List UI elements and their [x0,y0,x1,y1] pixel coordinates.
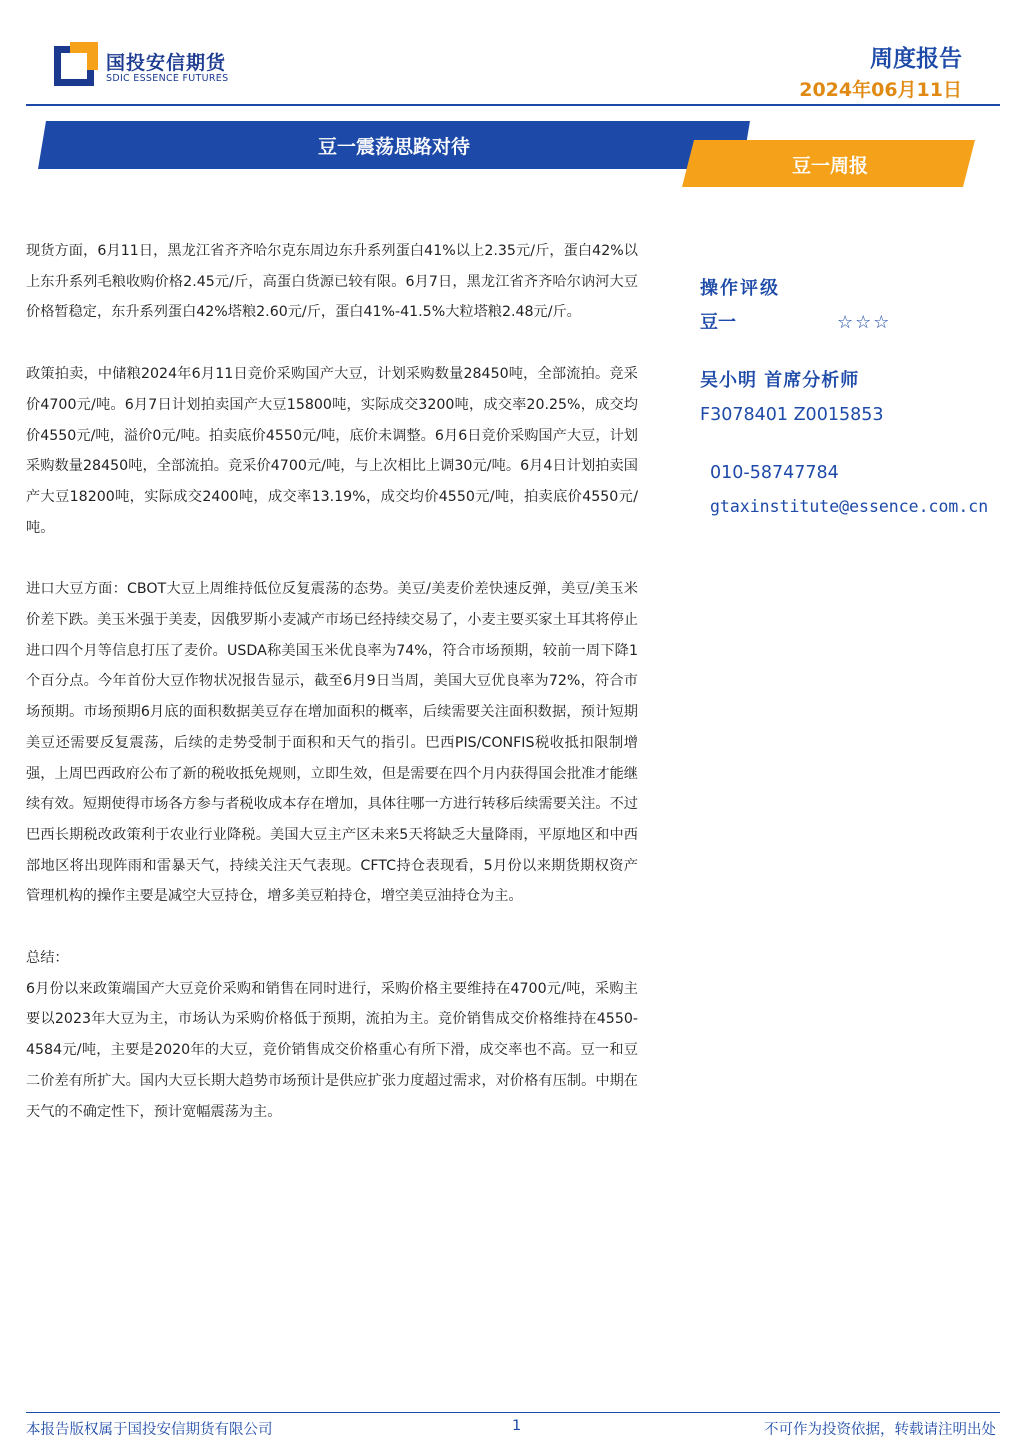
footer-divider [26,1412,1000,1413]
footer-copyright: 本报告版权属于国投安信期货有限公司 [26,1422,273,1438]
header-divider [26,104,1000,106]
page-number: 1 [512,1418,522,1434]
rating-stars-icon: ☆☆☆ [837,312,892,333]
analyst-cert: F3078401 Z0015853 [700,405,884,425]
main-content [26,236,638,1158]
contact-email[interactable]: gtaxinstitute@essence.com.cn [710,497,989,516]
logo-name-cn: 国投安信期货 [106,52,227,74]
summary-heading: 总结： [26,950,69,967]
logo-name-en: SDIC ESSENCE FUTURES [106,73,229,84]
sidebar [700,272,1020,524]
logo-mark-icon [54,42,98,86]
analyst-name: 吴小明 首席分析师 [700,370,860,391]
report-type: 周度报告 [870,46,962,72]
rating-heading: 操作评级 [700,278,780,299]
rating-row [700,306,1020,340]
paragraph-import: 进口大豆方面：CBOT大豆上周维持低位反复震荡的态势。美豆/美麦价差快速反弹，美豆/美玉米价差下跌。美玉米强于美麦，因俄罗斯小麦减产市场已经持续交易了，小麦主要买家土耳其将停止进口四个月等信息打压了麦价。USDA称美国玉米优良率为74%，符合市场预期，较前一周下降1个百分点。今年首份大豆作物状况报告显示，截至6月9日当周，美国大豆优良率为72%，符合市场预期。市场预期6月底的面积数据美豆存在增加面积的概率，后续需要关注面积数据，预计短期美豆还需要反复震荡，后续的走势受制于面积和天气的指引。巴西PIS/CONFIS税收抵扣限制增强，上周巴西政府公布了新的税收抵免规则，立即生效，但是需要在四个月内获得国会批准才能继续有效。短期使得市场各方参与者税收成本存在增加，具体往哪一方进行转移后续需要关注。不过巴西长期税改政策利于农业行业降税。美国大豆主产区未来5天将缺乏大量降雨，平原地区和中西部地区将出现阵雨和雷暴天气，持续关注天气表现。CFTC持仓表现看，5月份以来期货期权资产管理机构的操作主要是减空大豆持仓，增多美豆粕持仓，增空美豆油持仓为主。 [26,581,638,905]
report-title: 豆一震荡思路对待 [317,136,470,158]
company-logo [54,42,254,92]
paragraph-summary: 6月份以来政策端国产大豆竞价采购和销售在同时进行，采购价格主要维持在4700元/吨，采购主要以2023年大豆为主，市场认为采购价格低于预期，流拍为主。竞价销售成交价格维持在4550-4584元/吨，主要是2020年的大豆，竞价销售成交价格重心有所下滑，成交率也不高。豆一和豆二价差有所扩大。国内大豆长期大趋势市场预计是供应扩张力度超过需求，对价格有压制。中期在天气的不确定性下，预计宽幅震荡为主。 [26,980,638,1120]
report-subtitle: 豆一周报 [791,155,868,177]
rating-item: 豆一 [700,312,736,333]
paragraph-auction: 政策拍卖，中储粮2024年6月11日竞价采购国产大豆，计划采购数量28450吨，全部流拍。竞采价4700元/吨。6月7日计划拍卖国产大豆15800吨，实际成交3200吨，成交率20.25%，成交均价4550元/吨，溢价0元/吨。拍卖底价4550元/吨，底价未调整。6月6日竞价采购国产大豆，计划采购数量28450吨，全部流拍。竞采价4700元/吨，与上次相比上调30元/吨。6月4日计划拍卖国产大豆18200吨，实际成交2400吨，成交率13.19%，成交均价4550元/吨，拍卖底价4550元/吨。 [26,366,638,536]
contact-phone: 010-58747784 [710,463,839,483]
footer-disclaimer: 不可作为投资依据，转载请注明出处 [764,1422,996,1438]
paragraph-spot: 现货方面，6月11日，黑龙江省齐齐哈尔克东周边东升系列蛋白41%以上2.35元/斤，蛋白42%以上东升系列毛粮收购价格2.45元/斤，高蛋白货源已较有限。6月7日，黑龙江省齐齐哈尔讷河大豆价格暂稳定，东升系列蛋白42%塔粮2.60元/斤，蛋白41%-41.5%大粒塔粮2.48元/斤。 [26,243,638,321]
report-date: 2024年06月11日 [799,79,962,101]
